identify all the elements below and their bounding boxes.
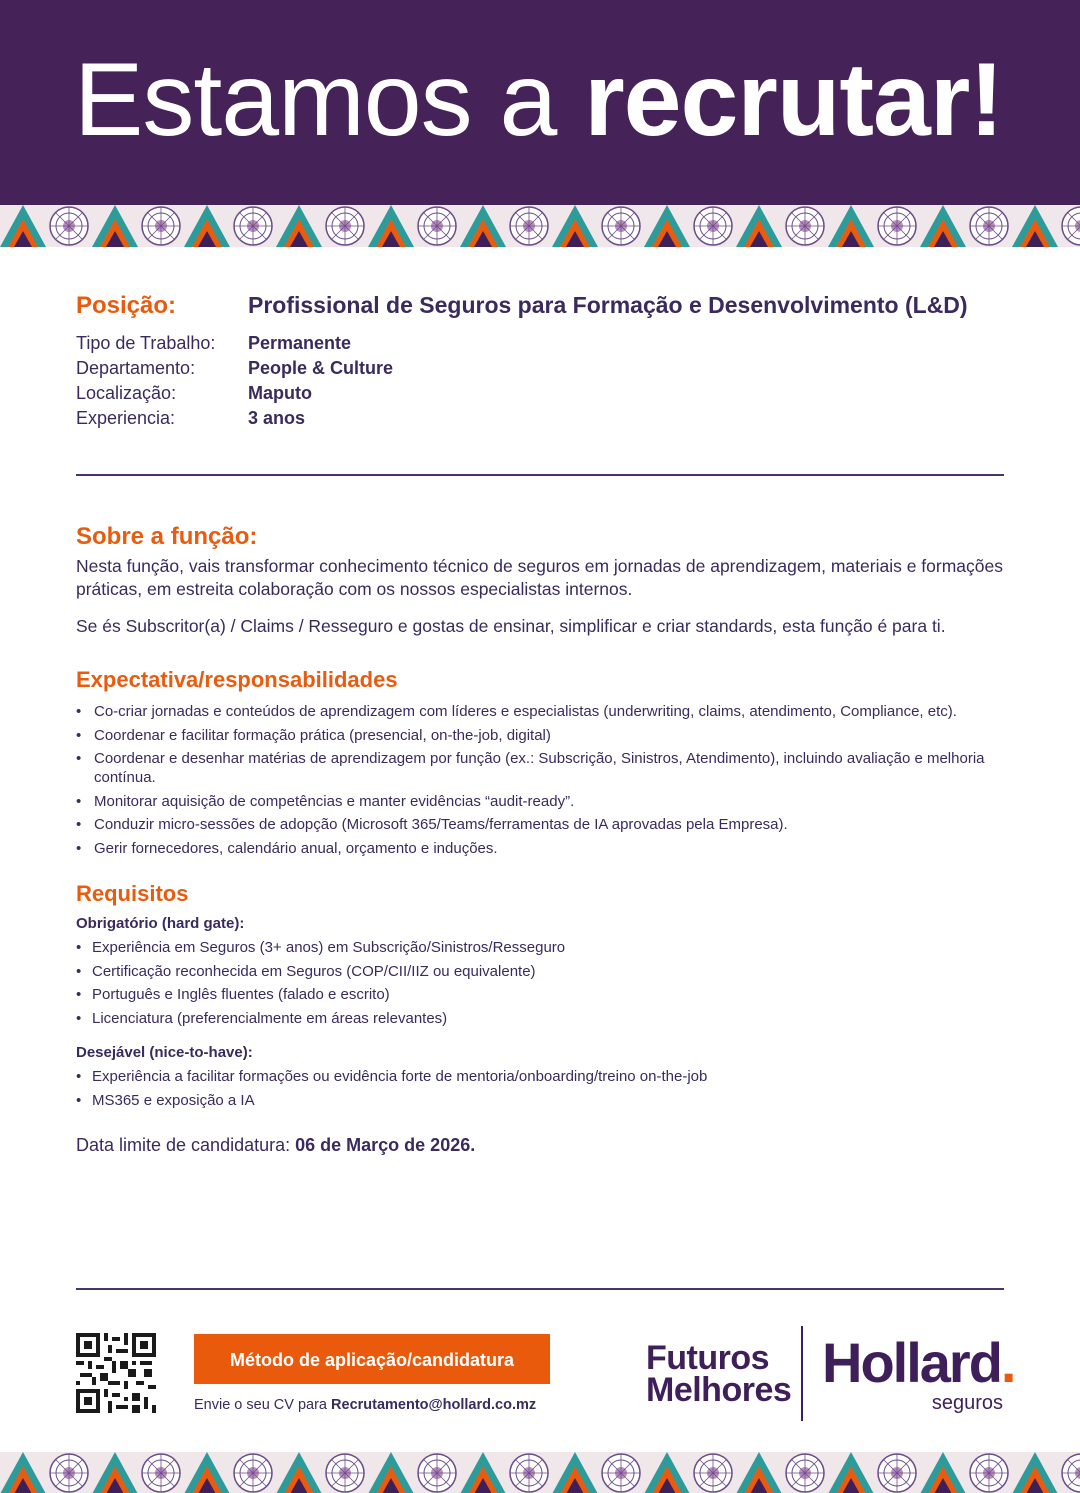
- divider-top: [76, 474, 1004, 476]
- list-item: • MS365 e exposição a IA: [76, 1091, 1006, 1110]
- apply-method-button[interactable]: Método de aplicação/candidatura: [194, 1334, 550, 1384]
- list-item: • Co-criar jornadas e conteúdos de aprendizagem com líderes e especialistas (underwriting, claims, atendimento, Compliance, etc).: [76, 702, 1006, 721]
- about-paragraph-1: Nesta função, vais transformar conhecimento técnico de seguros em jornadas de aprendizagem, materiais e formações práticas, em estreita colaboração com os nossos especialistas internos.: [76, 556, 1003, 599]
- detail-label-experience: Experiencia:: [76, 408, 176, 428]
- desirable-label: Desejável (nice-to-have):: [76, 1044, 253, 1061]
- list-item: • Gerir fornecedores, calendário anual, orçamento e induções.: [76, 839, 1006, 858]
- detail-label-location: Localização:: [76, 383, 177, 403]
- cv-email-link[interactable]: Recrutamento@hollard.co.mz: [331, 1397, 537, 1413]
- list-item: • Português e Inglês fluentes (falado e escrito): [76, 985, 1006, 1004]
- list-item: • Coordenar e facilitar formação prática (presencial, on-the-job, digital): [76, 726, 1006, 745]
- detail-value-work-type: Permanente: [248, 333, 352, 353]
- list-item: • Conduzir micro-sessões de adopção (Microsoft 365/Teams/ferramentas de IA aprovadas pela Empresa).: [76, 815, 1006, 834]
- brand-subtitle: seguros: [931, 1392, 1003, 1414]
- detail-label-department: Departamento:: [76, 358, 196, 378]
- list-item: • Certificação reconhecida em Seguros (COP/CII/IIZ ou equivalente): [76, 962, 1006, 981]
- detail-value-location: Maputo: [248, 383, 312, 403]
- brand-dot: .: [1000, 1331, 1015, 1394]
- responsibilities-list: [76, 702, 1006, 862]
- header-banner: [0, 0, 1080, 206]
- decorative-pattern-bottom: [0, 1452, 1080, 1493]
- list-item: • Monitorar aquisição de competências e manter evidências “audit-ready”.: [76, 792, 1006, 811]
- about-paragraph-2: Se és Subscritor(a) / Claims / Resseguro e gostas de ensinar, simplificar e criar standards, esta função é para ti.: [76, 616, 946, 636]
- decorative-pattern-top: [0, 205, 1080, 247]
- slogan-line-2: Melhores: [646, 1371, 792, 1409]
- list-item: • Licenciatura (preferencialmente em áreas relevantes): [76, 1009, 1006, 1028]
- deadline-label: Data limite de candidatura:: [76, 1135, 296, 1155]
- detail-label-work-type: Tipo de Trabalho:: [76, 333, 216, 353]
- list-item: • Coordenar e desenhar matérias de aprendizagem por função (ex.: Subscrição, Sinistros, Atendimento), incluindo avaliação e melhoria contínua.: [76, 749, 1006, 787]
- desirable-list: [76, 1067, 1006, 1114]
- title-bold: recrutar!: [584, 42, 1003, 158]
- hollard-logo: [822, 1330, 1014, 1395]
- deadline: [76, 1135, 475, 1156]
- qr-code-icon[interactable]: [76, 1333, 156, 1413]
- position-label: Posição:: [76, 292, 177, 319]
- mandatory-label: Obrigatório (hard gate):: [76, 915, 245, 932]
- responsibilities-heading: Expectativa/responsabilidades: [76, 667, 398, 692]
- detail-value-experience: 3 anos: [248, 408, 306, 428]
- futuros-melhores-logo: [646, 1339, 792, 1409]
- detail-value-department: People & Culture: [248, 358, 394, 378]
- cv-text: Envie o seu CV para: [194, 1397, 332, 1413]
- slogan-line-1: Futuros: [646, 1339, 770, 1377]
- divider-bottom: [76, 1288, 1004, 1290]
- about-heading: Sobre a função:: [76, 523, 258, 550]
- list-item: • Experiência em Seguros (3+ anos) em Subscrição/Sinistros/Resseguro: [76, 938, 1006, 957]
- mandatory-list: [76, 938, 1006, 1032]
- cv-instructions: [194, 1397, 536, 1413]
- requirements-heading: Requisitos: [76, 881, 189, 906]
- position-title: Profissional de Seguros para Formação e Desenvolvimento (L&D): [248, 292, 968, 318]
- title-light: Estamos a: [74, 42, 585, 158]
- brand-name: Hollard: [822, 1331, 1001, 1394]
- deadline-date: 06 de Março de 2026.: [295, 1135, 476, 1155]
- logo-divider: [801, 1326, 803, 1421]
- list-item: • Experiência a facilitar formações ou evidência forte de mentoria/onboarding/treino on-the-job: [76, 1067, 1006, 1086]
- page-title: [74, 40, 1003, 160]
